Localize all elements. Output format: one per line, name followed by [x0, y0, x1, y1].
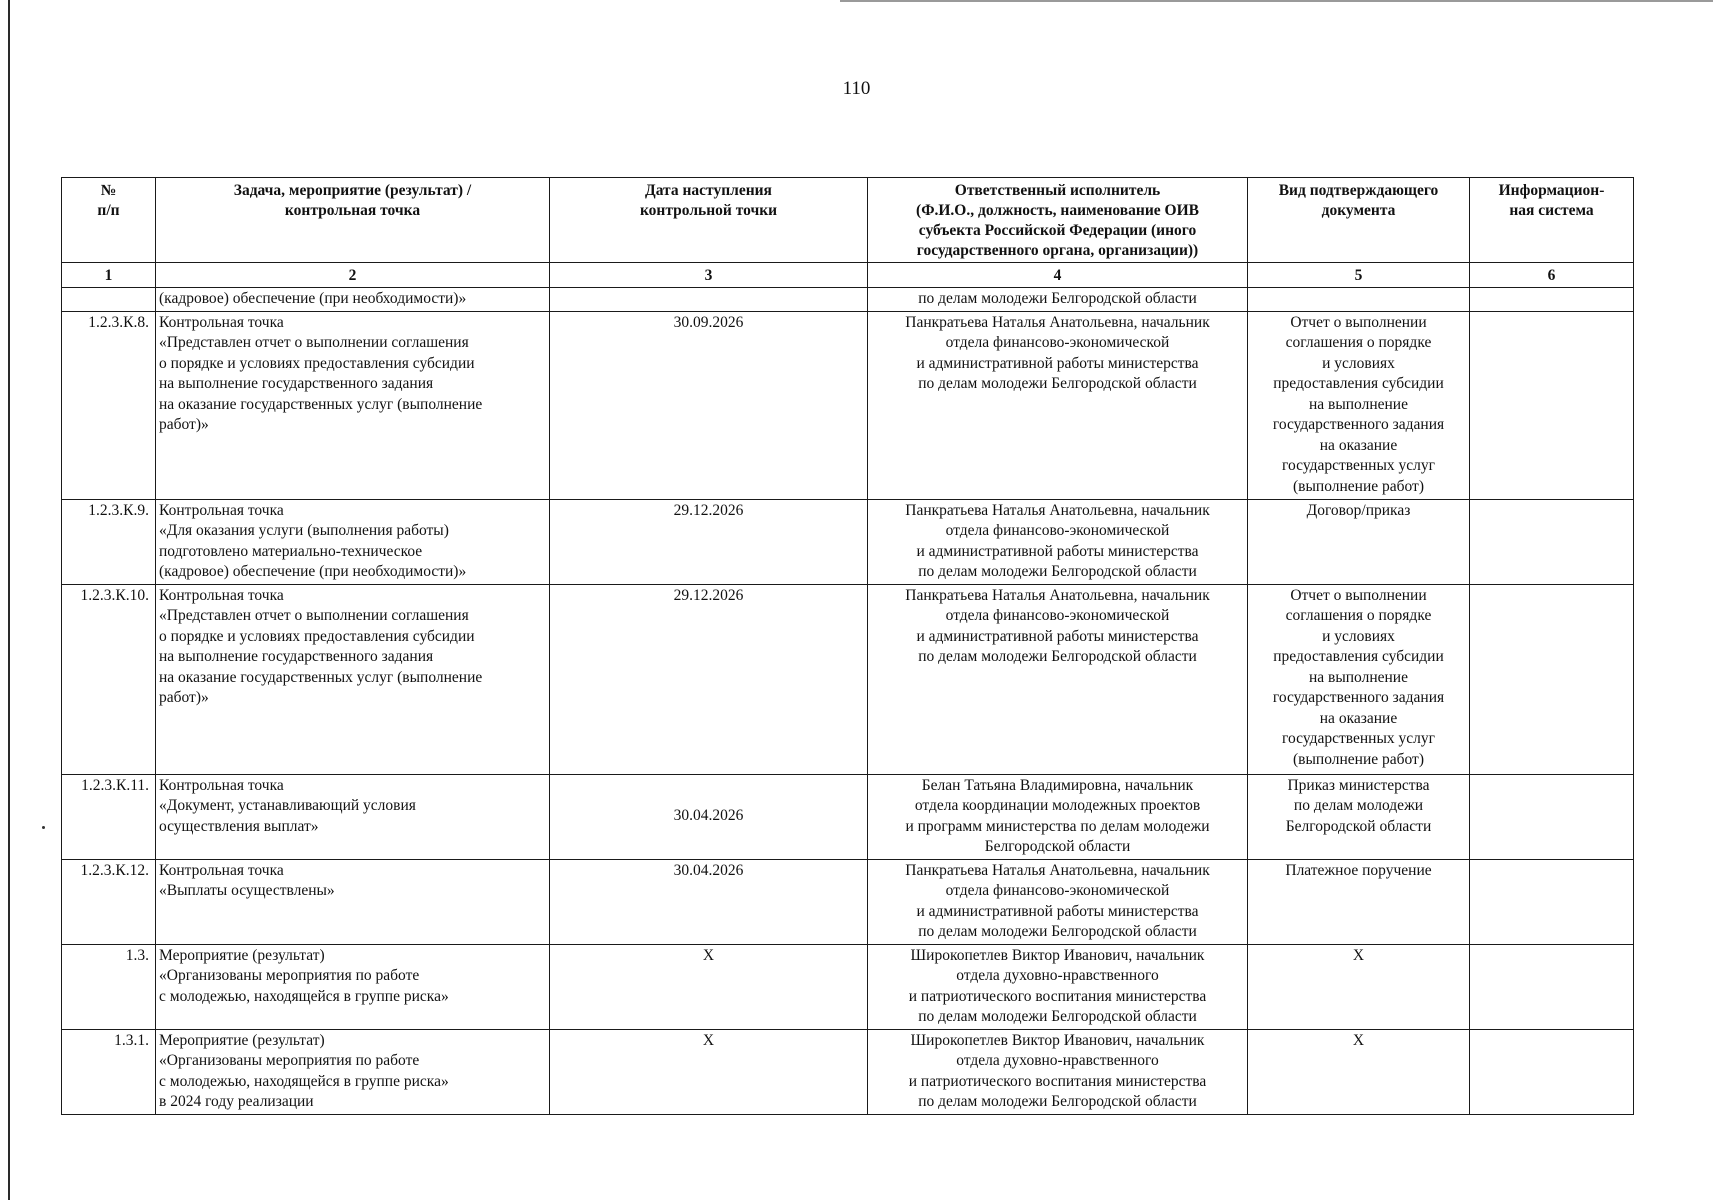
row-task: Контрольная точка «Представлен отчет о выполнении соглашения о порядке и условиях предоставления субсидии на выполнение государственного задания на оказание государственных услуг (выполнение работ)» — [156, 311, 550, 499]
column-index: 2 — [156, 263, 550, 288]
column-index: 5 — [1248, 263, 1470, 288]
row-number: 1.3.1. — [62, 1029, 156, 1114]
row-task: Контрольная точка «Для оказания услуги (выполнения работы) подготовлено материально-техническое (кадровое) обеспечение (при необходимости)» — [156, 499, 550, 584]
row-document: X — [1248, 944, 1470, 1029]
row-responsible: Панкратьева Наталья Анатольевна, начальник отдела финансово-экономической и административной работы министерства по делам молодежи Белгородской области — [868, 584, 1248, 774]
row-responsible: Панкратьева Наталья Анатольевна, начальник отдела финансово-экономической и административной работы министерства по делам молодежи Белгородской области — [868, 859, 1248, 944]
table-row — [62, 1029, 1634, 1114]
row-system — [1470, 311, 1634, 499]
table-row — [62, 859, 1634, 944]
header-document: Вид подтверждающего документа — [1248, 178, 1470, 263]
row-responsible: по делам молодежи Белгородской области — [868, 288, 1248, 312]
row-document: Договор/приказ — [1248, 499, 1470, 584]
page-number: 110 — [842, 78, 871, 99]
row-system — [1470, 859, 1634, 944]
scan-edge-top — [840, 0, 1713, 2]
row-task: Контрольная точка «Документ, устанавливающий условия осуществления выплат» — [156, 774, 550, 859]
row-system — [1470, 288, 1634, 312]
row-date — [550, 288, 868, 312]
table-row — [62, 311, 1634, 499]
column-index: 3 — [550, 263, 868, 288]
row-document: Отчет о выполнении соглашения о порядке и условиях предоставления субсидии на выполнение государственного задания на оказание государственных услуг (выполнение работ) — [1248, 584, 1470, 774]
table-row — [62, 944, 1634, 1029]
row-system — [1470, 944, 1634, 1029]
row-document: Отчет о выполнении соглашения о порядке и условиях предоставления субсидии на выполнение государственного задания на оказание государственных услуг (выполнение работ) — [1248, 311, 1470, 499]
table-row — [62, 584, 1634, 774]
row-document — [1248, 288, 1470, 312]
table-row — [62, 288, 1634, 312]
row-task: Контрольная точка «Выплаты осуществлены» — [156, 859, 550, 944]
row-task: Контрольная точка «Представлен отчет о выполнении соглашения о порядке и условиях предоставления субсидии на выполнение государственного задания на оказание государственных услуг (выполнение работ)» — [156, 584, 550, 774]
row-date: 30.09.2026 — [550, 311, 868, 499]
row-responsible: Широкопетлев Виктор Иванович, начальник отдела духовно-нравственного и патриотического воспитания министерства по делам молодежи Белгородской области — [868, 944, 1248, 1029]
row-responsible: Широкопетлев Виктор Иванович, начальник отдела духовно-нравственного и патриотического воспитания министерства по делам молодежи Белгородской области — [868, 1029, 1248, 1114]
scan-speck — [42, 826, 45, 829]
row-document: Платежное поручение — [1248, 859, 1470, 944]
row-date: 30.04.2026 — [550, 774, 868, 859]
row-date: 29.12.2026 — [550, 499, 868, 584]
column-index-row — [62, 263, 1634, 288]
row-date: 29.12.2026 — [550, 584, 868, 774]
scan-edge-left — [8, 0, 10, 1200]
row-task: Мероприятие (результат) «Организованы мероприятия по работе с молодежью, находящейся в группе риска» — [156, 944, 550, 1029]
row-number: 1.2.3.К.8. — [62, 311, 156, 499]
column-index: 6 — [1470, 263, 1634, 288]
header-number: № п/п — [62, 178, 156, 263]
plan-table — [61, 177, 1634, 1115]
row-number: 1.2.3.К.9. — [62, 499, 156, 584]
header-row — [62, 178, 1634, 263]
row-date: X — [550, 1029, 868, 1114]
row-number: 1.2.3.К.10. — [62, 584, 156, 774]
row-number — [62, 288, 156, 312]
row-responsible: Панкратьева Наталья Анатольевна, начальник отдела финансово-экономической и административной работы министерства по делам молодежи Белгородской области — [868, 311, 1248, 499]
row-responsible: Панкратьева Наталья Анатольевна, начальник отдела финансово-экономической и административной работы министерства по делам молодежи Белгородской области — [868, 499, 1248, 584]
column-index: 1 — [62, 263, 156, 288]
header-task: Задача, мероприятие (результат) / контрольная точка — [156, 178, 550, 263]
row-system — [1470, 584, 1634, 774]
row-number: 1.3. — [62, 944, 156, 1029]
row-responsible: Белан Татьяна Владимировна, начальник отдела координации молодежных проектов и программ министерства по делам молодежи Белгородской области — [868, 774, 1248, 859]
row-document: Приказ министерства по делам молодежи Белгородской области — [1248, 774, 1470, 859]
row-system — [1470, 1029, 1634, 1114]
header-date: Дата наступления контрольной точки — [550, 178, 868, 263]
row-number: 1.2.3.К.12. — [62, 859, 156, 944]
row-task: (кадровое) обеспечение (при необходимости)» — [156, 288, 550, 312]
column-index: 4 — [868, 263, 1248, 288]
row-date: 30.04.2026 — [550, 859, 868, 944]
header-responsible: Ответственный исполнитель (Ф.И.О., должность, наименование ОИВ субъекта Российской Федерации (иного государственного органа, организации)) — [868, 178, 1248, 263]
row-number: 1.2.3.К.11. — [62, 774, 156, 859]
row-task: Мероприятие (результат) «Организованы мероприятия по работе с молодежью, находящейся в группе риска» в 2024 году реализации — [156, 1029, 550, 1114]
row-system — [1470, 499, 1634, 584]
table-row — [62, 499, 1634, 584]
table-row — [62, 774, 1634, 859]
row-date: X — [550, 944, 868, 1029]
header-system: Информацион- ная система — [1470, 178, 1634, 263]
row-document: X — [1248, 1029, 1470, 1114]
row-system — [1470, 774, 1634, 859]
